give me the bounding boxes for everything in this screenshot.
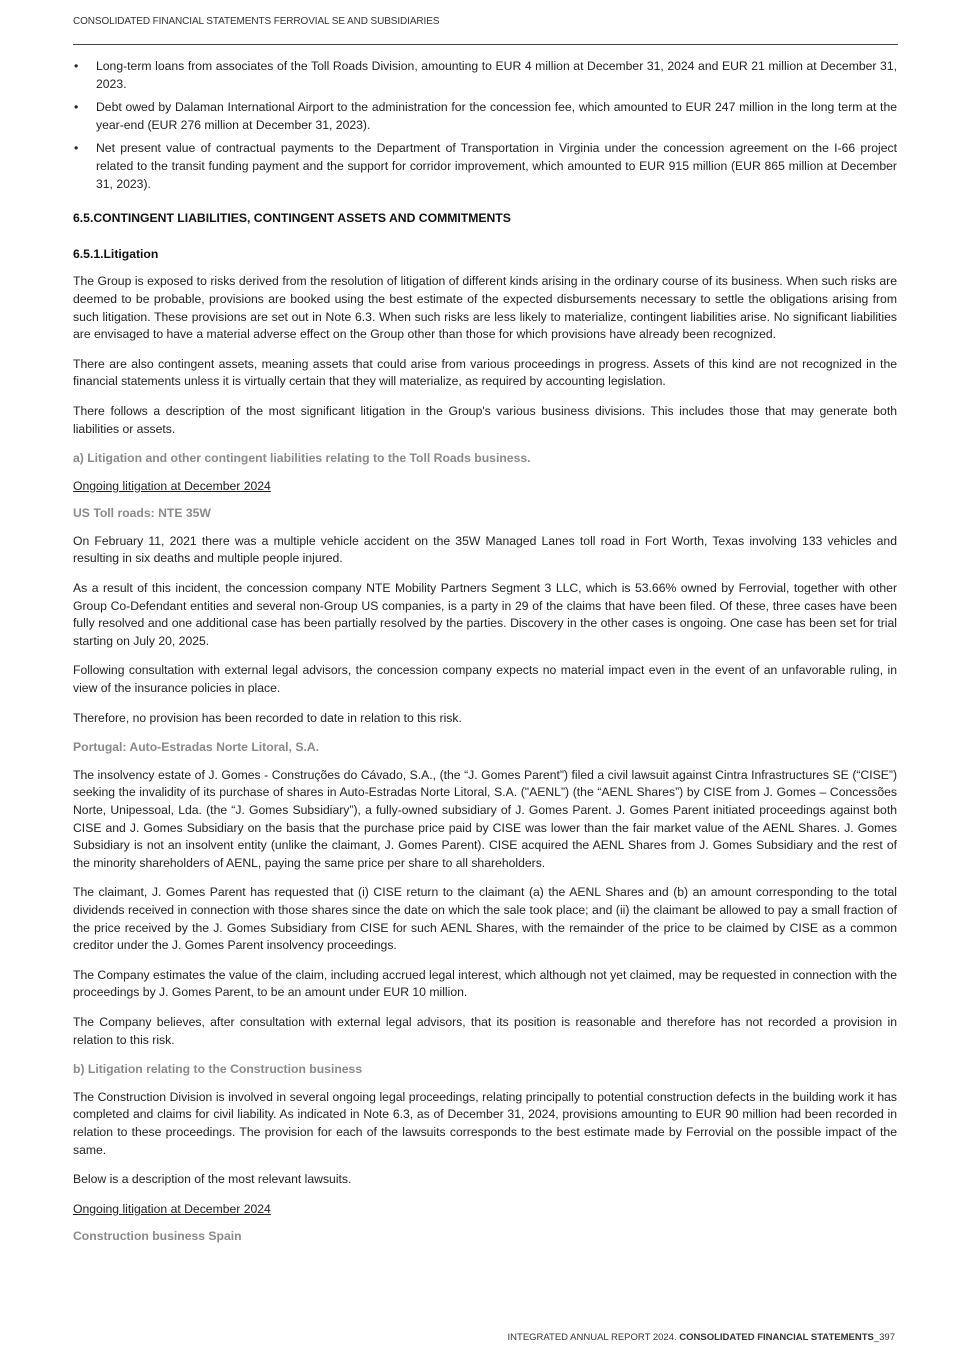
paragraph: There are also contingent assets, meaning assets that could arise from various proceedings in progress. Assets of this kind are not recognized in the financial statements unless it is virtually certain that they will materialize, as required by accounting legislation. (73, 356, 897, 389)
paragraph: The Company estimates the value of the claim, including accrued legal interest, which although not yet claimed, may be requested in connection with the proceedings by J. Gomes Parent, to be an amount under EUR 10 million. (73, 967, 897, 1000)
construction-spain-heading: Construction business Spain (73, 1229, 242, 1244)
header-divider (73, 44, 898, 45)
paragraph: Therefore, no provision has been recorded to date in relation to this risk. (73, 710, 462, 725)
paragraph: The claimant, J. Gomes Parent has requested that (i) CISE return to the claimant (a) the AENL Shares and (b) an amount corresponding to the total dividends received in connection with those shares since the date on which the sale took place; and (ii) the claimant be allowed to pay a small fraction of the price received by the J. Gomes Subsidiary from CISE for such AENL Shares, with the remainder of the price to be claimed by CISE as a common creditor under the J. Gomes Parent insolvency proceedings. (73, 885, 897, 953)
receivables-bullet-list (73, 58, 897, 193)
page-number: _397 (873, 1332, 895, 1343)
ongoing-litigation-label: Ongoing litigation at December 2024 (73, 1201, 271, 1216)
page-footer (508, 1332, 895, 1343)
page-header: CONSOLIDATED FINANCIAL STATEMENTS FERROVIAL SE AND SUBSIDIARIES (73, 16, 440, 27)
portugal-heading: Portugal: Auto-Estradas Norte Litoral, S.A. (73, 740, 320, 755)
paragraph: On February 11, 2021 there was a multiple vehicle accident on the 35W Managed Lanes toll road in Fort Worth, Texas involving 133 vehicles and resulting in six deaths and multiple people injured. (73, 533, 897, 566)
paragraph: Following consultation with external legal advisors, the concession company expects no material impact even in the event of an unfavorable ruling, in view of the insurance policies in place. (73, 663, 897, 696)
page-content (73, 58, 897, 1256)
paragraph: The Group is exposed to risks derived from the resolution of litigation of different kinds arising in the ordinary course of its business. When such risks are deemed to be probable, provisions are booked using the best estimate of the expected disbursements necessary to settle the obligations arising from such litigation. These provisions are set out in Note 6.3. When such risks are less likely to materialize, contingent liabilities arise. No significant liabilities are envisaged to have a material adverse effect on the Group other than those for which provisions have already been recognized. (73, 274, 897, 342)
paragraph: The insolvency estate of J. Gomes - Construções do Cávado, S.A., (the “J. Gomes Parent”) filed a civil lawsuit against Cintra Infrastructures SE (“CISE”) seeking the invalidity of its purchase of shares in Auto-Estradas Norte Litoral, S.A. ("AENL”) (the “AENL Shares”) by CISE from J. Gomes – Concessões Norte, Unipessoal, Lda. (the “J. Gomes Subsidiary”), a fully-owned subsidiary of J. Gomes Parent. J. Gomes Parent initiated proceedings against both CISE and J. Gomes Subsidiary on the basis that the purchase price paid by CISE was lower than the fair market value of the AENL Shares. J. Gomes Subsidiary is not an insolvent entity (unlike the claimant, J. Gomes Parent). CISE acquired the AENL Shares from J. Gomes Subsidiary and the rest of the minority shareholders of AENL, paying the same price per share to all shareholders. (73, 767, 897, 870)
paragraph: As a result of this incident, the concession company NTE Mobility Partners Segment 3 LLC, which is 53.66% owned by Ferrovial, together with other Group Co-Defendant entities and several non-Group US companies, is a party in 29 of the claims that have been filed. Of these, three cases have been fully resolved and one additional case has been partially resolved by the parties. Discovery in the other cases is ongoing. One case has been set for trial starting on July 20, 2025. (73, 581, 897, 648)
paragraph: The Company believes, after consultation with external legal advisors, that its position is reasonable and therefore has not recorded a provision in relation to this risk. (73, 1014, 897, 1047)
list-item: • Debt owed by Dalaman International Airport to the administration for the concession fee, which amounted to EUR 247 million in the long term at the year-end (EUR 276 million at December 31, 2023). (73, 99, 897, 134)
us-toll-roads-heading: US Toll roads: NTE 35W (73, 506, 211, 521)
paragraph: Below is a description of the most relevant lawsuits. (73, 1172, 352, 1187)
ongoing-litigation-label: Ongoing litigation at December 2024 (73, 478, 271, 493)
section-heading: 6.5.CONTINGENT LIABILITIES, CONTINGENT ASSETS AND COMMITMENTS (73, 211, 511, 226)
list-item: • Net present value of contractual payments to the Department of Transportation in Virginia under the concession agreement on the I-66 project related to the transit funding payment and the support for corridor improvement, which amounted to EUR 915 million (EUR 865 million at December 31, 2023). (73, 140, 897, 193)
list-item: • Long-term loans from associates of the Toll Roads Division, amounting to EUR 4 million at December 31, 2024 and EUR 21 million at December 31, 2023. (73, 58, 897, 93)
construction-heading: b) Litigation relating to the Construction business (73, 1062, 363, 1077)
subsection-heading: 6.5.1.Litigation (73, 246, 159, 261)
toll-roads-heading: a) Litigation and other contingent liabilities relating to the Toll Roads business. (73, 451, 531, 466)
footer-section: CONSOLIDATED FINANCIAL STATEMENTS (679, 1332, 874, 1343)
footer-report: INTEGRATED ANNUAL REPORT 2024. (507, 1332, 677, 1343)
paragraph: There follows a description of the most significant litigation in the Group's various business divisions. This includes those that may generate both liabilities or assets. (73, 403, 897, 436)
paragraph: The Construction Division is involved in several ongoing legal proceedings, relating principally to potential construction defects in the building work it has completed and claims for civil liability. As indicated in Note 6.3, as of December 31, 2024, provisions amounting to EUR 90 million had been recorded in relation to these proceedings. The provision for each of the lawsuits corresponds to the best estimate made by Ferrovial on the possible impact of the same. (73, 1089, 897, 1157)
